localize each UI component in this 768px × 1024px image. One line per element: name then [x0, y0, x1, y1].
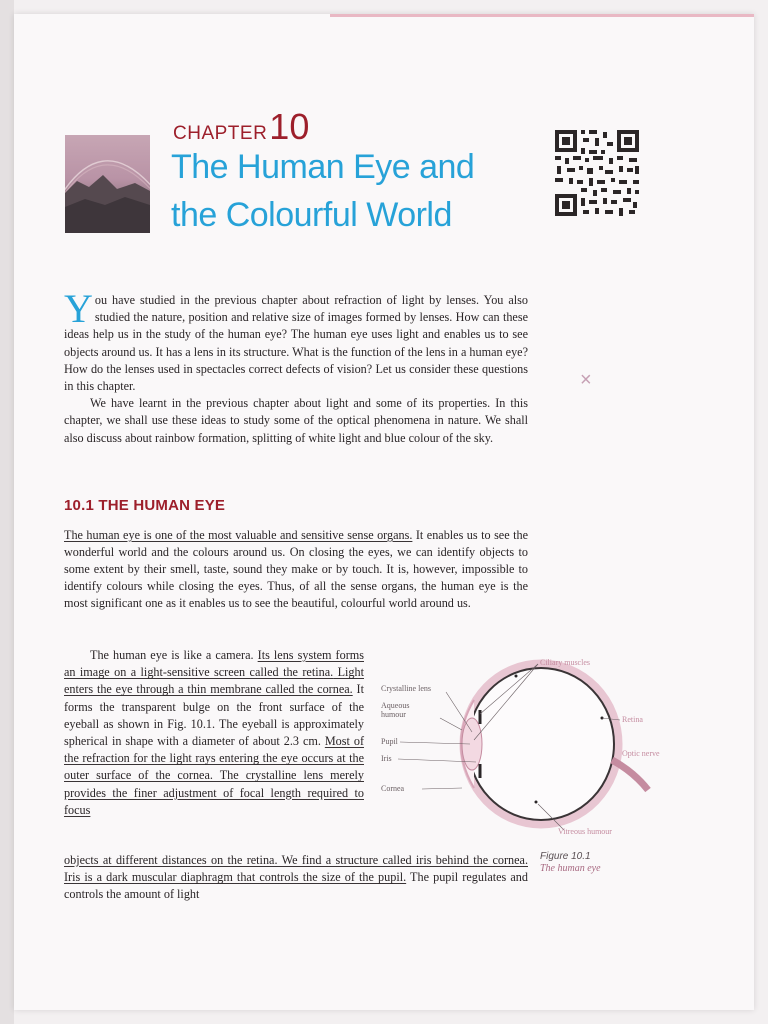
chapter-rainbow-image	[65, 135, 150, 233]
qr-code-icon[interactable]	[553, 128, 641, 218]
section-paragraph-1	[64, 527, 528, 612]
figure-description: The human eye	[540, 863, 601, 874]
chapter-label	[173, 106, 309, 148]
page-binding-edge	[0, 0, 14, 1024]
drop-cap: Y	[64, 286, 93, 331]
section-heading: 10.1 THE HUMAN EYE	[64, 497, 226, 514]
chapter-title-line-2: the Colourful World	[171, 196, 452, 234]
chapter-title-line-1: The Human Eye and	[171, 148, 475, 186]
underlined-text: Its lens system forms an image on a light-sensitive screen called the retina.	[64, 648, 364, 680]
paragraph-text: It forms the transparent bulge on the front surface of the eyeball as shown in Fig. 10.1. The eyeball is approximately spherical in shape with a diameter of about 2.3 cm.	[64, 682, 364, 749]
label-vitreous-humour: Vitreous humour	[558, 827, 612, 836]
intro-paragraph-2: We have learnt in the previous chapter about light and some of its properties. In this chapter, we shall use these ideas to study some of the optical phenomena in nature. We shall also discuss about rainbow formation, splitting of white light and blue colour of the sky.	[64, 396, 528, 445]
figure-number: Figure 10.1	[540, 851, 591, 862]
underlined-text: Most of the refraction for the light rays entering the eye occurs at the outer surface of the cornea. The crystalline lens merely provides the finer adjustment of focal length required to focus	[64, 734, 365, 817]
chapter-title	[171, 143, 551, 239]
label-pupil: Pupil	[381, 737, 398, 746]
rainbow-icon	[65, 135, 150, 233]
figure-caption	[540, 851, 601, 874]
page-top-edge	[330, 14, 754, 17]
pen-cross-mark: ×	[580, 369, 592, 391]
underlined-text: Light enters the eye through a thin membrane called the cornea.	[64, 665, 364, 697]
paragraph-text: The human eye is like a camera.	[90, 648, 258, 662]
paragraph-text: The pupil regulates and controls the amount of light	[64, 870, 528, 902]
intro-paragraph-1	[64, 286, 528, 395]
label-retina: Retina	[622, 715, 643, 724]
paragraph-text: It enables us to see the wonderful world and the colours around us. On closing the eyes, we can identify objects to some extent by their smell, taste, sound they make or by touch. It is, however, impossible to identify colours while closing the eyes. Thus, of all the sense organs, the human eye is the most significant one as it enables us to see the beautiful, colourful world around us.	[64, 528, 528, 610]
intro-text	[64, 286, 528, 447]
underlined-text: objects at different distances on the retina. We find a structure called iris behind the cornea. Iris is a dark muscular diaphragm that controls the size of the pupil.	[64, 853, 528, 885]
label-optic-nerve: Optic nerve	[622, 749, 660, 758]
underlined-text: The human eye is one of the most valuable and sensitive sense organs.	[64, 528, 413, 542]
label-ciliary-muscles: Ciliary muscles	[540, 658, 590, 667]
chapter-number: 10	[269, 106, 310, 147]
section-paragraph-3	[64, 852, 528, 904]
label-humour: humour	[381, 710, 406, 719]
label-aqueous: Aqueous	[381, 701, 410, 710]
section-paragraph-2	[64, 647, 364, 819]
label-crystalline-lens: Crystalline lens	[381, 684, 431, 693]
label-cornea: Cornea	[381, 784, 405, 793]
intro-paragraph-1-text: ou have studied in the previous chapter about refraction of light by lenses. You also studied the nature, position and relative size of images formed by lenses. How can these ideas help us in the study of the human eye? The human eye uses light and enables us to see objects around us. It has a lens in its structure. What is the function of the lens in a human eye? How do the lenses used in spectacles correct defects of vision? Let us consider these questions in this chapter.	[64, 293, 528, 394]
label-iris: Iris	[381, 754, 392, 763]
chapter-word: CHAPTER	[173, 123, 268, 144]
human-eye-diagram	[376, 652, 676, 842]
